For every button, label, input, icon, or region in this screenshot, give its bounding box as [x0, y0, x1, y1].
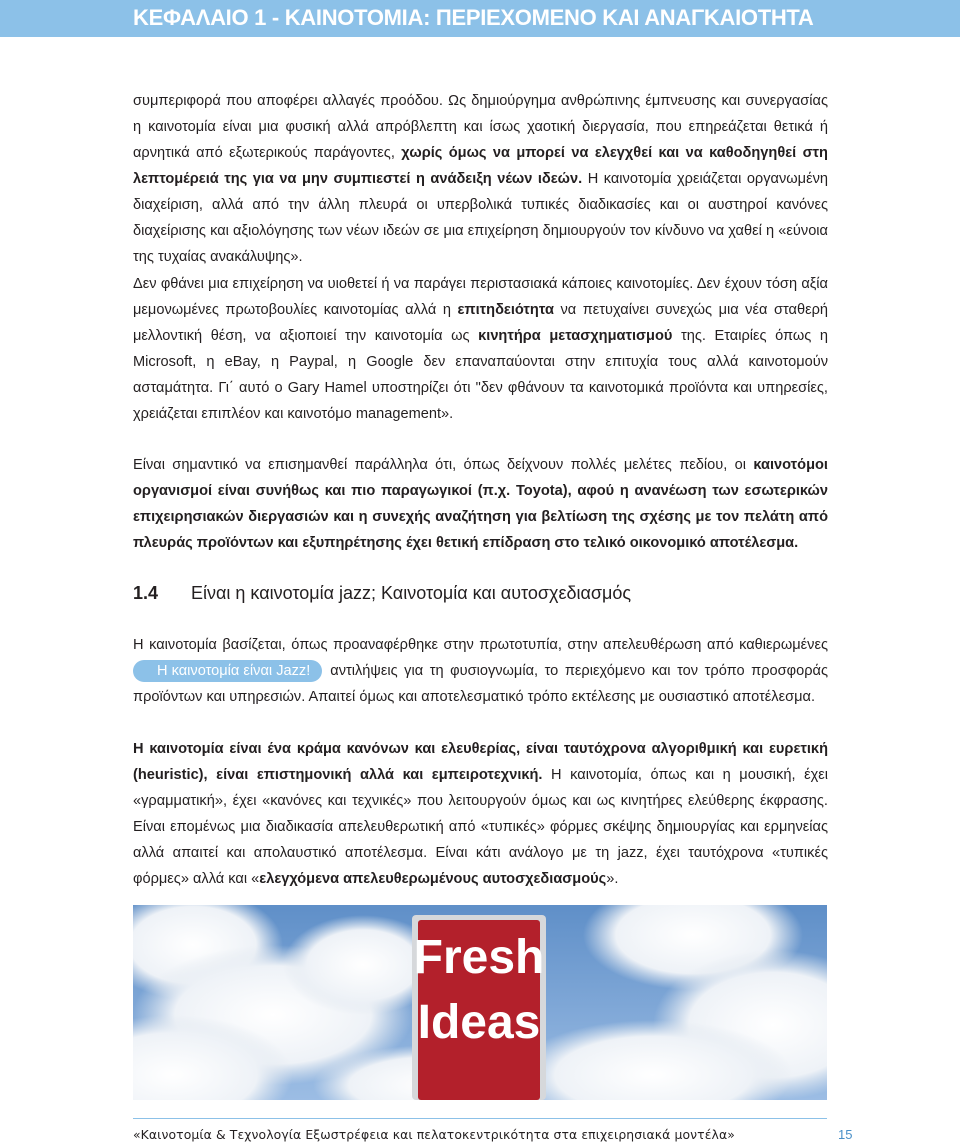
paragraph-originality [133, 632, 828, 710]
text-run: Η καινοτομία βασίζεται, όπως προαναφέρθηκε στην πρωτοτυπία, στην απελευθέρωση από καθιερωμένες [133, 637, 828, 653]
text-run: της. Εταιρίες όπως η Microsoft, η eBay, η Paypal, η Google δεν επαναπαύονται στην επιτυχία τους αλλά καινοτομούν ασταμάτητα. Γι΄ αυτό ο Gary Hamel υποστηρίζει ότι "δεν φθάνουν τα καινοτομικά προϊόντα και υπηρεσίες, χρειάζεται επιπλέον και καινοτόμο management». [133, 328, 828, 422]
sign-line-1: Fresh [413, 931, 545, 984]
paragraph-jazz-analogy [133, 736, 828, 892]
text-run: Η καινοτομία χρειάζεται οργανωμένη διαχείριση, αλλά από την άλλη πλευρά οι υπερβολικά τυπικές διαδικασίες και οι αυστηροί κανόνες διαχείρισης και αξιολόγησης των νέων ιδεών σε μια επιχείρηση δημιουργούν τον κίνδυνο να χαθεί η «εύνοια της τυχαίας ανακάλυψης». [133, 171, 828, 265]
text-run: Είναι σημαντικό να επισημανθεί παράλληλα ότι, όπως δείχνουν πολλές μελέτες πεδίου, οι [133, 457, 754, 473]
page-number: 15 [838, 1127, 853, 1142]
bold-run: επιτηδειότητα [457, 302, 554, 318]
section-number: 1.4 [133, 583, 159, 603]
chapter-title: ΚΕΦΑΛΑΙΟ 1 - ΚΑΙΝΟΤΟΜΙΑ: ΠΕΡΙΕΧΟΜΕΝΟ ΚΑΙ ΑΝΑΓΚΑΙΟΤΗΤΑ [133, 5, 814, 30]
sky-sign-illustration [133, 905, 827, 1100]
section-title: Είναι η καινοτομία jazz; Καινοτομία και αυτοσχεδιασμός [191, 583, 632, 603]
fresh-ideas-photo [133, 905, 827, 1100]
bold-run: κινητήρα μετασχηματισμού [478, 328, 673, 344]
paragraph-continuous-innovation [133, 271, 828, 427]
text-run: συμπεριφορά που αποφέρει αλλαγές προόδου. Ως δημιούργημα ανθρώπινης έμπνευσης και συνεργασίας η καινοτομία είναι μια φυσική αλλά απρόβλεπτη και ίσως χαοτική διεργασία, που επηρεάζεται θετικά ή αρνητικά από εξωτερικούς παράγοντες, [133, 93, 828, 161]
bold-run: Η καινοτομία είναι ένα κράμα κανόνων και ελευθερίας, είναι ταυτόχρονα αλγοριθμική και ευρετική (heuristic), είναι επιστημονική αλλά και εμπειροτεχνική. [133, 741, 828, 783]
section-heading [133, 580, 631, 606]
paragraph-innovation-process [133, 88, 828, 270]
footer-book-title: «Καινοτομία & Τεχνολογία Εξωστρέφεια και πελατοκεντρικότητα στα επιχειρησιακά μοντέλα» [133, 1127, 735, 1142]
sign-line-2: Ideas [417, 996, 541, 1049]
text-run: αντιλήψεις για τη φυσιογνωμία, το περιεχόμενο και τον τρόπο προσφοράς προϊόντων και υπηρεσιών. Απαιτεί όμως και αποτελεσματικό τρόπο εκτέλεσης με ουσιαστικό αποτέλεσμα. [133, 663, 828, 705]
text-run: Δεν φθάνει μια επιχείρηση να υιοθετεί ή να παράγει περιστασιακά κάποιες καινοτομίες. Δεν έχουν τόση αξία μεμονωμένες πρωτοβουλίες καινοτομίας αλλά η [133, 276, 828, 318]
paragraph-productivity [133, 452, 828, 556]
footer-divider [133, 1118, 827, 1119]
bold-run: καινοτόμοι οργανισμοί είναι συνήθως και πιο παραγωγικοί (π.χ. Toyota), αφού η ανανέωση των εσωτερικών επιχειρησιακών διεργασιών και η συνεχής αναζήτηση για βελτίωση της σχέσης με τον πελάτη από πλευράς προϊόντων και εξυπηρέτησης έχει θετική επίδραση στο τελικό οικονομικό αποτέλεσμα. [133, 457, 828, 551]
text-run: ». [606, 871, 619, 887]
jazz-callout-badge: Η καινοτομία είναι Jazz! [133, 660, 322, 682]
text-run: Η καινοτομία, όπως και η μουσική, έχει «γραμματική», έχει «κανόνες και τεχνικές» που λειτουργούν όμως και ως κινητήρες ελεύθερης έκφρασης. Είναι επομένως μια διαδικασία απελευθερωτική από «τυπικές» φόρμες σκέψης δημιουργίας και ερμηνείας αλλά απαιτεί και απολαυστικό αποτέλεσμα. Είναι κάτι ανάλογο με τη jazz, έχει ταυτόχρονα «τυπικές φόρμες» αλλά και « [133, 767, 828, 887]
bold-run: ελεγχόμενα απελευθερωμένους αυτοσχεδιασμούς [259, 871, 607, 887]
text-run: να πετυχαίνει συνεχώς μια νέα σταθερή μελλοντική θέση, να αξιοποιεί την καινοτομία ως [133, 302, 828, 344]
bold-run: χωρίς όμως να μπορεί να ελεγχθεί και να καθοδηγηθεί στη λεπτομέρειά της για να μην συμπιεστεί η ανάδειξη νέων ιδεών. [133, 145, 828, 187]
